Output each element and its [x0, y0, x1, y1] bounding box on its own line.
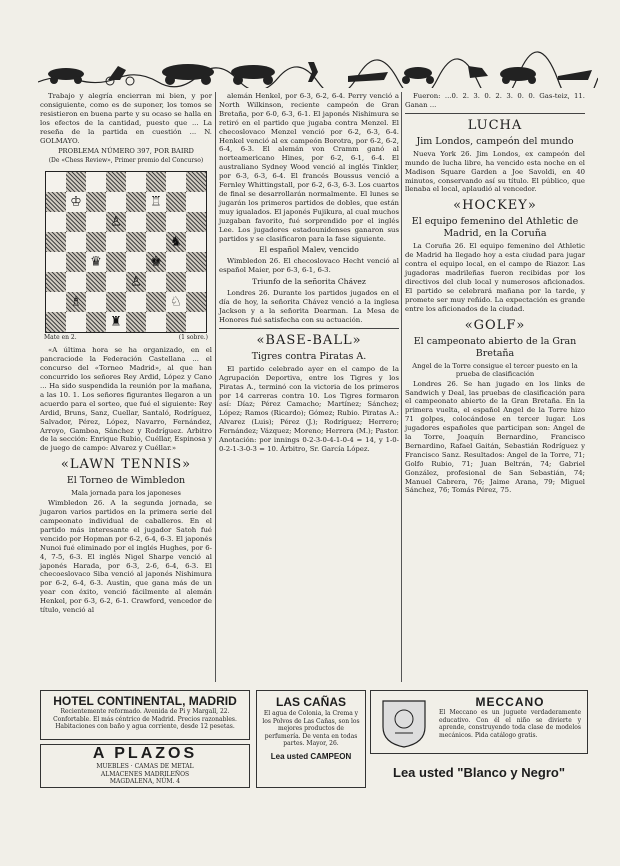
- chess-diagram: [45, 171, 207, 333]
- chess-square: [106, 312, 126, 332]
- chess-square: [46, 232, 66, 252]
- chess-square: [146, 232, 166, 252]
- chess-square: [46, 312, 66, 332]
- chess-square: [106, 192, 126, 212]
- chess-square: [86, 312, 106, 332]
- chess-square: [106, 212, 126, 232]
- chess-square: [126, 252, 146, 272]
- chess-piece-icon: ♜: [110, 314, 122, 330]
- chess-square: [186, 252, 206, 272]
- problem-source: (De «Chess Review», Primer premio del Concurso): [48, 157, 204, 165]
- chess-square: [66, 212, 86, 232]
- hockey-subheading: El equipo femenino del Athletic de Madrid, en la Coruña: [411, 216, 579, 240]
- chess-square: [146, 292, 166, 312]
- chess-square: [46, 252, 66, 272]
- chess-square: [106, 232, 126, 252]
- chess-square: [166, 252, 186, 272]
- chess-piece-icon: ♗: [70, 294, 82, 310]
- meccano-ad-body: El Meccano es un juguete verdaderamente educativo. Con él el niño se divierte y aprende, construyendo toda clase de modelos mecánicos. Pida catálogo gratis.: [439, 709, 581, 739]
- boxing-subheading: Jim Londos, campeón del mundo: [416, 135, 574, 147]
- chess-piece-icon: ♙: [110, 214, 122, 230]
- chess-square: [126, 192, 146, 212]
- chess-square: [46, 172, 66, 192]
- canas-ad-title: LAS CAÑAS: [275, 695, 346, 709]
- chess-square: [126, 272, 146, 292]
- golf-body: Londres 26. Se han jugado en los links de Sandwich y Deal, las pruebas de clasificación para el campeonato abierto de la Gran Bretaña. En la primera vuelta, el español Angel de la Torre hizo 71 golpes, colocándose en tercer lugar. Los jugadores españoles que participan son: Angel de la Torre, Joaquín Bernardino, Francisco Bernardino, Rafael Gaitán, Sebastián Rodríguez y Francisco Sanz. Resultados: Angel de la Torre, 71; Golfo Rubio, 71; Juan Beltrán, 74; Gabriel González, profesional de San Sebastián, 74; Manuel Cabrera, 76; Jaime Arana, 79; Miguel Sánchez, 76; Tomás Pérez, 75.: [405, 379, 585, 495]
- chess-square: [186, 232, 206, 252]
- chess-piece-icon: ♔: [70, 194, 82, 210]
- chavez-heading: Triunfo de la señorita Chávez: [252, 277, 366, 287]
- chess-piece-icon: ♛: [90, 254, 102, 270]
- golf-subheading: El campeonato abierto de la Gran Bretaña: [413, 335, 577, 359]
- tennis-kicker: Mala jornada para los japoneses: [71, 489, 181, 498]
- chess-square: [46, 192, 66, 212]
- chess-square: [106, 172, 126, 192]
- tennis-subheading: El Torneo de Wimbledon: [66, 475, 186, 487]
- chess-square: [166, 292, 186, 312]
- chess-square: [126, 312, 146, 332]
- chess-square: [166, 272, 186, 292]
- chess-piece-icon: ♚: [150, 254, 162, 270]
- chess-square: [106, 292, 126, 312]
- problem-heading: PROBLEMA NÚMERO 397, POR BAIRD: [58, 147, 194, 156]
- boxing-body: Nueva York 26. Jim Londos, ex campeón del mundo de lucha libre, ha vencido esta noche en el Madison Square Garden a Joe Savoldi, en 40 minutos, conservando así su título. El público, que llenaba el local, aplaudió al vencedor.: [405, 149, 585, 194]
- boxing-heading: LUCHA: [467, 117, 523, 133]
- tennis-continued: alemán Henkel, por 6-3, 6-2, 6-4. Perry venció a North Wilkinson, reciente campeón de Gran Bretaña, por 6-0, 6-3, 6-1. El japonés Nishimura se retiró en el partido que jugaba contra Menzel. El checoslovaco Menzel venció por 6-2, 6-3, 6-4. Henkel venció al ex campeón Borotra, por 6-2, 6-2, 6-4, 6-3. El alemán von Cramm ganó al norteamericano Hines, por 6-2, 6-1, 6-4. El australiano Sydney Wood venció al inglés Tinkler, por 6-3, 6-3, 6-4. El francés Boussus venció a Fernley Whittingstall, por 6-2, 6-3, 6-3. Los cuartos de final se desarrollarán normalmente. El lunes se jugarán los primeros partidos de dobles, que están muy igualados. El japonés Fujikura, al cual muchos juzgaban favorito, fué sorprendido por el inglés Lee. Los jugadores estadounidenses ganaron sus partidos y se clasificaron para la fase siguiente.: [219, 92, 399, 243]
- column-3: [405, 92, 585, 496]
- chess-square: [186, 292, 206, 312]
- blanco-negro-ad-title: Lea usted "Blanco y Negro": [393, 765, 565, 780]
- baseball-subheading: Tigres contra Piratas A.: [251, 350, 367, 362]
- chess-square: [86, 292, 106, 312]
- problem-caption-right: (1 sobre.): [178, 334, 208, 342]
- jockey-icon: [468, 66, 488, 78]
- chess-square: [86, 252, 106, 272]
- chess-square: [186, 212, 206, 232]
- chess-square: [86, 172, 106, 192]
- chess-square: [86, 232, 106, 252]
- column-1: [40, 92, 212, 616]
- chess-square: [166, 312, 186, 332]
- chess-piece-icon: ♞: [170, 234, 182, 250]
- chess-intro: Trabajo y alegría encierran mi bien, y por consiguiente, como es de suponer, los tomos se resistieron en buena parte y su ocaso se halla en los efectos de la cantidad, puesto que ... La reseña de la partida en cuestión ... N. GOLMAYO.: [40, 92, 212, 145]
- chess-square: [86, 272, 106, 292]
- chess-square: [86, 192, 106, 212]
- chess-square: [66, 292, 86, 312]
- blanco-negro-ad: [370, 758, 588, 788]
- chess-square: [46, 292, 66, 312]
- hotel-ad-title: HOTEL CONTINENTAL, MADRID: [53, 694, 237, 708]
- chess-square: [66, 252, 86, 272]
- chess-square: [66, 272, 86, 292]
- cyclist-icon: [108, 66, 126, 80]
- column-rule-2: [401, 92, 402, 682]
- plazos-ad-address: MAGDALENA, NÚM. 4: [109, 778, 181, 785]
- chess-notes: «A última hora se ha organizado, en el pancraciode la Federación Castellana ... el concurso del «Torneo Madrid», al que han concurrido los señores Rey Ardid, López y Cano ... Ha sido suspendida la reunión por la mañana, a las 10. 1. Los señores figurantes llegaron a un acuerdo para el sorteo, que fué el siguiente: Rey Ardid, Bruns, Sanz, Cuellar, Santaló, Rodríguez, Salvador, Pérez, López, Navarro, Fernández, Arroyo, Gamboa, Sánchez y Rodríguez. Arbitro de la sección: Enrique Rubio, Cuéllar, Espinosa y de juego de campo: Alvarez y Cuéllar.»: [40, 346, 212, 453]
- chess-square: [186, 192, 206, 212]
- chess-square: [166, 192, 186, 212]
- meccano-ad: [370, 690, 588, 754]
- meccano-crest-icon: [377, 697, 431, 749]
- chess-square: [126, 212, 146, 232]
- chess-square: [86, 212, 106, 232]
- chess-square: [126, 292, 146, 312]
- hotel-ad-body: Recientemente reformado. Avenida de Pi y Margall, 22. Confortable. El más céntrico de Madrid. Precios razonables. Habitaciones con baño y agua corriente, desde 12 pesetas.: [53, 708, 237, 730]
- malev-body: Wimbledon 26. El checoslovaco Hecht venció al español Maier, por 6-3, 6-1, 6-3.: [219, 257, 399, 275]
- chess-square: [66, 192, 86, 212]
- chess-square: [186, 272, 206, 292]
- golf-kicker: Angel de la Torre consigue el tercer puesto en la prueba de clasificación: [412, 361, 578, 378]
- chess-square: [66, 232, 86, 252]
- rower-icon: [348, 72, 388, 82]
- chess-square: [106, 252, 126, 272]
- motorboat-icon: [558, 70, 592, 80]
- chess-square: [46, 272, 66, 292]
- plazos-ad-title: A PLAZOS: [92, 745, 198, 762]
- chess-piece-icon: ♙: [130, 274, 142, 290]
- baseball-heading: «BASE-BALL»: [256, 332, 362, 348]
- canas-ad-footer: Lea usted CAMPEON: [270, 751, 352, 761]
- chess-square: [186, 312, 206, 332]
- golf-heading: «GOLF»: [464, 317, 526, 333]
- chess-square: [146, 172, 166, 192]
- canas-ad-body: El agua de Colonia, la Crema y los Polvos de Las Cañas, son los mejores productos de perfumería. De venta en todas partes. Mayor, 26.: [262, 710, 360, 747]
- column-2: [219, 92, 399, 455]
- chess-piece-icon: ♘: [170, 294, 182, 310]
- chess-square: [106, 272, 126, 292]
- canas-ad: [256, 690, 366, 788]
- column-rule-1: [215, 92, 216, 682]
- baseball-body: El partido celebrado ayer en el campo de la Agrupación Deportiva, entre los Tigres y los Piratas A., terminó con la victoria de los primeros por 14 carreras contra 10. Los Tigres formaron así: Díaz; Pérez Camacho; Martínez; Sánchez; López; Ramos (Ricardo); Gómez; Rubio. Piratas A.: Alvarez (Luis); Pérez (J.); Rodríguez; Herrero; Fernández; Vázquez; Moreno; Herrera (M.); Pastor. Anotación: por innings 0-2-3-0-4-1-0-4 = 14, y 1-0-0-2-1-3-0-3 = 10. Árbitro, Sr. García López.: [219, 364, 399, 453]
- hockey-body: La Coruña 26. El equipo femenino del Athletic de Madrid ha llegado hoy a esta ciudad para jugar contra el equipo local, en el campo de Riazor. Las jugadoras madrileñas fueron recibidas por los directivos del club local y numerosos aficionados. El partido se celebrará mañana por la tarde, y promete ser muy reñido. La expectación es grande entre los aficionados de la ciudad.: [405, 242, 585, 313]
- chess-square: [66, 172, 86, 192]
- chess-square: [166, 212, 186, 232]
- tennis-body: Wimbledon 26. A la segunda jornada, se jugaron varios partidos en la primera serie del campeonato individual de caballeros. En el partido más interesante el jugador Satoh fué vencido por Hopman por 6-2, 6-4, 6-3. El japonés Nunoi fué eliminado por el inglés Hughes, por 6-4, 7-5, 6-3. El inglés Nigel Sharpe venció al japonés Harada, por 6-3, 2-6, 6-4, 6-3. El checoeslovaco Siba venció al japonés Nishimura por 6-2, 6-4, 6-3. Austin, que gana más de un year con éxito, venció fácilmente al alemán Henkel, por 6-3, 6-2, 6-1. Crawford, vencedor de título, venció al: [40, 499, 212, 615]
- chess-square: [126, 172, 146, 192]
- chess-piece-icon: ♖: [150, 194, 162, 210]
- chavez-body: Londres 26. Durante los partidos jugados en el día de hoy, la señorita Chávez venció a la inglesa Jackson y a la señorita Dearman. La Mesa de Honores fué satisfecha con su actuación.: [219, 289, 399, 324]
- chess-scores: Fueron: ...0. 2. 3. 0. 2. 3. 0. 0. Gas-teiz, 11. Ganan ...: [405, 92, 585, 109]
- chess-square: [166, 172, 186, 192]
- plazos-ad-body: ALMACENES MADRILEÑOS: [100, 770, 190, 778]
- plazos-ad-sub: MUEBLES · CAMAS DE METAL: [96, 763, 194, 770]
- malev-heading: El español Malev, vencido: [259, 245, 359, 255]
- problem-caption: Mate en 2.: [44, 334, 77, 342]
- chess-square: [186, 172, 206, 192]
- meccano-ad-title: MECCANO: [475, 695, 545, 709]
- chess-square: [126, 232, 146, 252]
- chess-square: [146, 212, 166, 232]
- sports-banner: [38, 46, 598, 88]
- chess-square: [166, 232, 186, 252]
- tennis-heading: «LAWN TENNIS»: [60, 457, 192, 473]
- chess-square: [66, 312, 86, 332]
- chess-square: [46, 212, 66, 232]
- plazos-ad: [40, 744, 250, 788]
- chess-square: [146, 192, 166, 212]
- chess-square: [146, 252, 166, 272]
- chess-square: [146, 272, 166, 292]
- hotel-ad: [40, 690, 250, 740]
- chess-square: [146, 312, 166, 332]
- hockey-heading: «HOCKEY»: [453, 198, 537, 214]
